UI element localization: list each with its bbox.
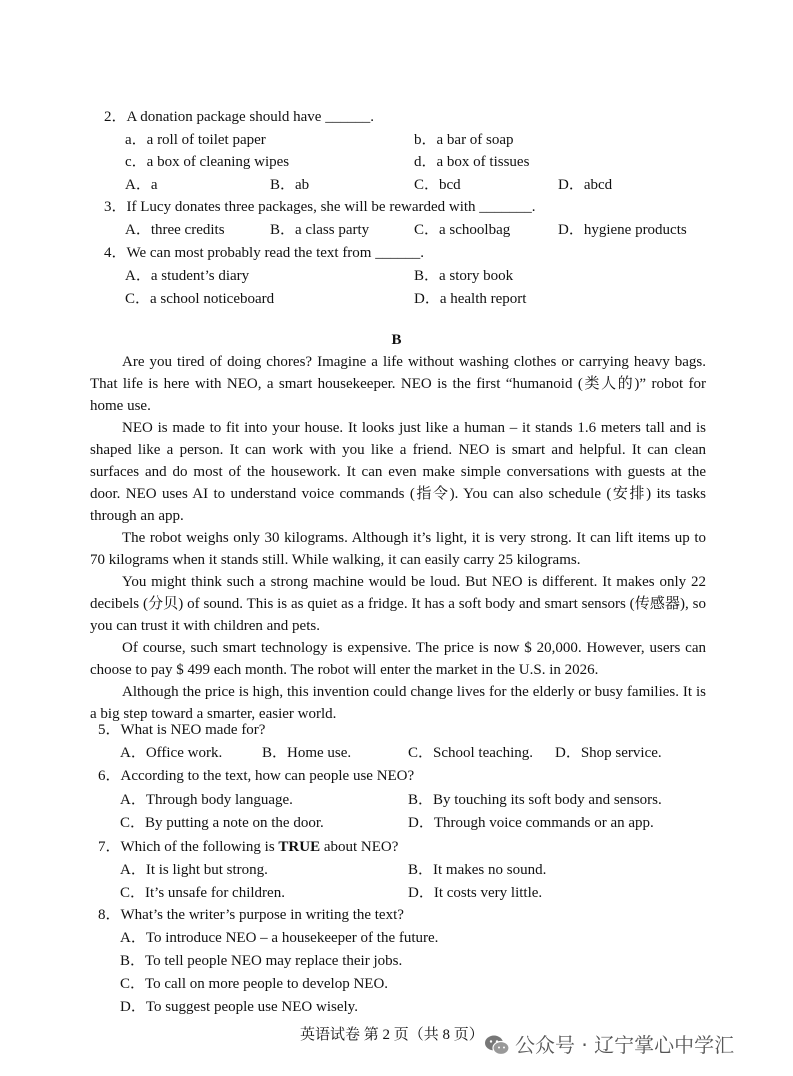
passage-paragraph: Although the price is high, this invention could change lives for the elderly or busy families. It is a big step toward a smarter, easier world. [90, 684, 706, 722]
passage-paragraph: The robot weighs only 30 kilograms. Although it’s light, it is very strong. It can lift items up to 70 kilograms when it stands still. While walking, it can easily carry 25 kilograms. [90, 530, 706, 568]
choice-a: A．three credits [125, 222, 225, 238]
option-d: d．a box of tissues [414, 154, 530, 170]
passage-paragraph: Are you tired of doing chores? Imagine a life without washing clothes or carrying heavy bags. That life is here with NEO, a smart housekeeper. NEO is the first “humanoid (类人的)” robot for home use. [90, 354, 706, 414]
question-text: According to the text, how can people use NEO? [120, 768, 415, 784]
choice-b: B．It makes no sound. [408, 862, 547, 878]
reading-passage [90, 351, 706, 725]
choice-a: A．Through body language. [120, 792, 293, 808]
passage-paragraph: Of course, such smart technology is expensive. The price is now $ 20,000. However, users can choose to pay $ 499 each month. The robot will enter the market in the U.S. in 2026. [90, 640, 706, 678]
choice-d: D．hygiene products [558, 222, 687, 238]
choice-c: C．a school noticeboard [125, 291, 275, 307]
wechat-icon [484, 1034, 510, 1056]
question-6-stem [98, 766, 414, 786]
option-b: b．a bar of soap [414, 132, 514, 148]
choice-b: B．Home use. [262, 745, 352, 761]
question-7-stem [98, 837, 398, 857]
question-3-stem [104, 197, 536, 217]
question-text: We can most probably read the text from ______. [126, 245, 424, 261]
choice-b: B．a class party [270, 222, 370, 238]
choice-d: D．Through voice commands or an app. [408, 815, 654, 831]
choice-c: C．bcd [414, 177, 461, 193]
choice-d: D．It costs very little. [408, 885, 543, 901]
option-c: c．a box of cleaning wipes [125, 154, 290, 170]
question-text: What’s the writer’s purpose in writing the text? [120, 907, 404, 923]
choice-a: A．It is light but strong. [120, 862, 268, 878]
choice-c: C．By putting a note on the door. [120, 815, 324, 831]
page-footer: 英语试卷 第 2 页（共 8 页） [300, 1027, 484, 1043]
question-text: What is NEO made for? [120, 722, 266, 738]
question-number: 4． [104, 245, 127, 261]
choice-c: C．It’s unsafe for children. [120, 885, 285, 901]
choice-d: D．To suggest people use NEO wisely. [120, 999, 358, 1015]
choice-c: C．To call on more people to develop NEO. [120, 976, 389, 992]
choice-d: D．a health report [414, 291, 527, 307]
choice-c: C．a schoolbag [414, 222, 511, 238]
emphasis-word: TRUE [278, 839, 321, 855]
choice-a: A．Office work. [120, 745, 223, 761]
question-number: 7． [98, 839, 121, 855]
question-4-stem [104, 243, 424, 263]
choice-a: A．a [125, 177, 158, 193]
question-8-stem [98, 905, 404, 925]
choice-d: D．abcd [558, 177, 613, 193]
question-text: A donation package should have ______. [126, 109, 374, 125]
choice-b: B．ab [270, 177, 310, 193]
choice-b: B．a story book [414, 268, 514, 284]
question-number: 6． [98, 768, 121, 784]
question-number: 8． [98, 907, 121, 923]
question-2-stem [104, 107, 374, 127]
question-number: 2． [104, 109, 127, 125]
question-number: 3． [104, 199, 127, 215]
question-text: Which of the following is [120, 839, 279, 855]
section-heading: B [391, 332, 402, 348]
question-number: 5． [98, 722, 121, 738]
watermark-text: 公众号 · 辽宁掌心中学汇 [515, 1033, 735, 1057]
choice-b: B．By touching its soft body and sensors. [408, 792, 662, 808]
choice-c: C．School teaching. [408, 745, 533, 761]
choice-d: D．Shop service. [555, 745, 662, 761]
choice-a: A．a student’s diary [125, 268, 250, 284]
option-a: a．a roll of toilet paper [125, 132, 266, 148]
question-5-stem [98, 720, 265, 740]
passage-paragraph: NEO is made to fit into your house. It looks just like a human – it stands 1.6 meters tall and is shaped like a person. It can work with you like a friend. NEO is smart and helpful. It can clean surfaces and do most of the housework. It can even make simple conversations with guests at the door. NEO uses AI to understand voice commands (指令). You can also schedule (安排) its tasks through an app. [90, 420, 706, 524]
passage-paragraph: You might think such a strong machine would be loud. But NEO is different. It makes only 22 decibels (分贝) of sound. This is as quiet as a fridge. It has a soft body and smart sensors (传感器), so you can trust it with children and pets. [90, 574, 706, 634]
question-text: about NEO? [320, 839, 399, 855]
question-text: If Lucy donates three packages, she will be rewarded with _______. [126, 199, 536, 215]
choice-a: A．To introduce NEO – a housekeeper of the future. [120, 930, 439, 946]
choice-b: B．To tell people NEO may replace their jobs. [120, 953, 403, 969]
